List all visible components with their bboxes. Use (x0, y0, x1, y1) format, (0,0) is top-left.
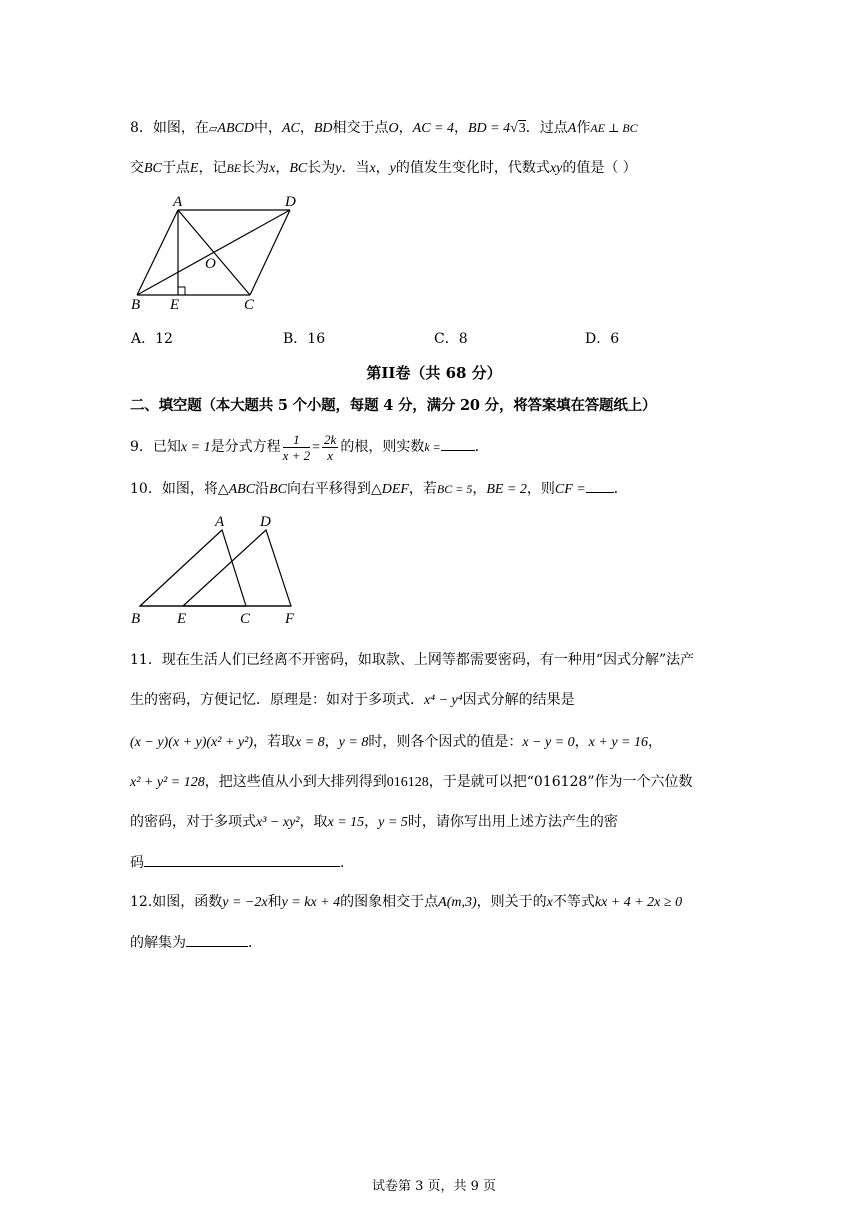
q11-line6: 码 ． (130, 852, 354, 873)
q10-triangle-figure (125, 510, 315, 630)
label-a: A (215, 514, 225, 530)
label-a: A (173, 194, 183, 210)
q8-line2: 交BC于点E，记BE长为x，BC长为y．当x，y的值发生变化时，代数式xy的值是（ ） (130, 160, 637, 176)
q8-option-a: A．12 (131, 331, 173, 347)
triangle-def (183, 530, 291, 606)
q8-option-c: C．8 (434, 331, 468, 347)
right-angle-mark (178, 287, 185, 295)
parallelogram-symbol: ▱ (208, 122, 218, 135)
q8-line1: 8．如图，在▱ABCD中，AC，BD相交于点O，AC = 4，BD = 4√3．过点A作AE ⊥ BC (130, 120, 638, 136)
label-e: E (177, 611, 187, 627)
q10-line: 10．如图，将△ABC沿BC向右平移得到△DEF，若BC = 5，BE = 2，则CF = ． (130, 478, 628, 500)
q9-answer-blank[interactable] (441, 436, 475, 451)
label-o: O (205, 256, 216, 272)
q8-option-b: B．16 (283, 331, 326, 347)
q11-line3: (x − y)(x + y)(x² + y²)，若取x = 8，y = 8时，则各个因式的值是：x − y = 0，x + y = 16， (130, 734, 662, 750)
label-f: F (285, 611, 295, 627)
section2-title: 第II卷（共 68 分） (366, 364, 502, 382)
label-e: E (170, 297, 180, 312)
q8-parallelogram-figure (125, 190, 315, 312)
label-b: B (131, 297, 141, 312)
side-ab (137, 210, 178, 295)
q9-fraction-2: $\frac{2k}{x}$ (324, 431, 337, 463)
q12-line2: 的解集为 ． (130, 932, 262, 953)
label-c: C (240, 611, 251, 627)
q9-fraction-1: $\frac{1}{x + 2}$ (282, 431, 311, 463)
part2-heading: 二、填空题（本大题共 5 个小题，每题 4 分，满分 20 分，将答案填在答题纸上） (130, 397, 657, 414)
q8-option-d: D．6 (585, 331, 620, 347)
q12-answer-blank[interactable] (186, 932, 248, 947)
label-d: D (260, 514, 271, 530)
label-d: D (285, 194, 296, 210)
q11-line1: 11．现在生活人们已经离不开密码，如取款、上网等都需要密码，有一种用“因式分解”法产 (130, 652, 695, 668)
diagonal-bd (137, 210, 290, 295)
q11-answer-blank[interactable] (144, 852, 340, 867)
q11-line4: x² + y² = 128，把这些值从小到大排列得到016128，于是就可以把“016128”作为一个六位数 (130, 774, 693, 790)
q9-line: 9．已知x = 1是分式方程 $\frac{1}{x + 2}$ = $\frac{2k}{x}$ 的根，则实数k = ． (130, 431, 489, 463)
label-b: B (131, 611, 141, 627)
q12-line1: 12.如图，函数y = −2x和y = kx + 4的图象相交于点A(m,3)，则关于的x不等式kx + 4 + 2x ≥ 0 (130, 894, 683, 910)
triangle-abc (140, 530, 246, 606)
q10-answer-blank[interactable] (586, 478, 614, 493)
q11-line5: 的密码，对于多项式x³ − xy²，取x = 15，y = 5时，请你写出用上述方法产生的密 (130, 814, 618, 830)
q11-line2: 生的密码，方便记忆．原理是：如对于多项式．x⁴ − y⁴因式分解的结果是 (130, 692, 575, 708)
sqrt-symbol: √ (510, 121, 518, 136)
label-c: C (244, 297, 255, 312)
page-footer: 试卷第 3 页，共 9 页 (371, 1179, 497, 1194)
side-dc (250, 210, 290, 295)
